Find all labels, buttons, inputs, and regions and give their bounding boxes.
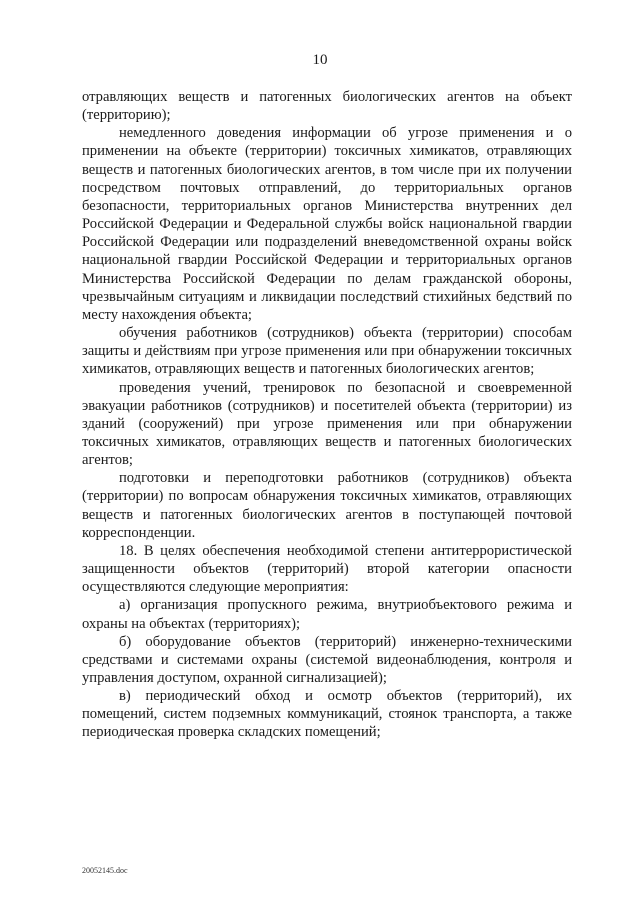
document-body bbox=[82, 88, 572, 742]
paragraph: немедленного доведения информации об угрозе применения и о применении на объекте (территории) токсичных химикатов, отравляющих веществ и патогенных биологических агентов, в том числе при их получении посредством почтовых отправлений, до территориальных органов безопасности, территориальных органов Министерства внутренних дел Российской Федерации и Федеральной службы войск национальной гвардии Российской Федерации или подразделений вневедомственной охраны войск национальной гвардии Российской Федерации и территориальных органов Министерства Российской Федерации по делам гражданской обороны, чрезвычайным ситуациям и ликвидации последствий стихийных бедствий по месту нахождения объекта; bbox=[82, 125, 572, 323]
paragraph: обучения работников (сотрудников) объекта (территории) способам защиты и действиям при угрозе применения или при обнаружении токсичных химикатов, отравляющих веществ и патогенных биологических агентов; bbox=[82, 325, 572, 378]
paragraph: а) организация пропускного режима, внутриобъектового режима и охраны на объектах (территориях); bbox=[82, 597, 572, 632]
paragraph: отравляющих веществ и патогенных биологических агентов на объект (территорию); bbox=[82, 89, 572, 124]
footer-filename: 20052145.doc bbox=[82, 866, 128, 875]
paragraph: проведения учений, тренировок по безопасной и своевременной эвакуации работников (сотрудников) и посетителей объекта (территории) из зданий (сооружений) при угрозе применения или при обнаружении токсичных химикатов, отравляющих веществ и патогенных биологических агентов; bbox=[82, 379, 572, 469]
paragraph: подготовки и переподготовки работников (сотрудников) объекта (территории) по вопросам обнаружения токсичных химикатов, отравляющих веществ и патогенных биологических агентов в поступающей почтовой корреспонденции. bbox=[82, 470, 572, 541]
page-number: 10 bbox=[312, 52, 328, 68]
paragraph: 18. В целях обеспечения необходимой степени антитеррористической защищенности объектов (территорий) второй категории опасности осуществляются следующие мероприятия: bbox=[82, 542, 572, 596]
paragraph: в) периодический обход и осмотр объектов (территорий), их помещений, систем подземных коммуникаций, стоянок транспорта, а также периодическая проверка складских помещений; bbox=[82, 688, 572, 741]
paragraph: б) оборудование объектов (территорий) инженерно-техническими средствами и системами охраны (системой видеонаблюдения, контроля и управления доступом, охранной сигнализацией); bbox=[82, 633, 572, 686]
